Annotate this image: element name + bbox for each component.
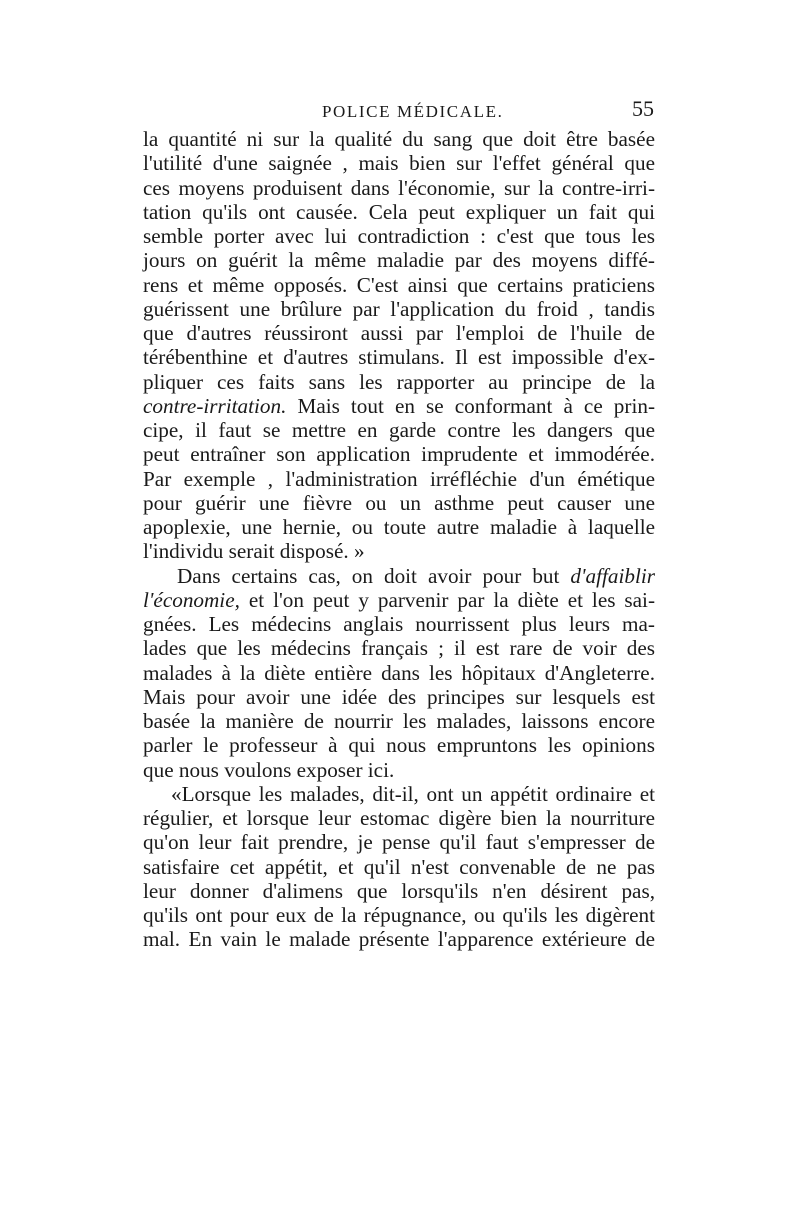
italic-phrase: d'affaiblir bbox=[570, 563, 655, 588]
text-line: que nous voulons exposer ici. bbox=[143, 757, 395, 782]
text-line: satisfaire cet appétit, et qu'il n'est convenable de ne pas bbox=[143, 854, 655, 879]
text-line: rens et même opposés. C'est ainsi que certains praticiens bbox=[143, 272, 655, 297]
text-line: leur donner d'alimens que lorsqu'ils n'en désirent pas, bbox=[143, 878, 655, 903]
text-line: l'individu serait disposé. » bbox=[143, 539, 365, 564]
line-text: Dans certains cas, on doit avoir pour but bbox=[177, 563, 571, 588]
italic-phrase: contre-irritation. bbox=[143, 393, 287, 418]
text-line: pour guérir une fièvre ou un asthme peut causer une bbox=[143, 490, 655, 515]
body-text bbox=[143, 127, 655, 952]
text-line: Mais pour avoir une idée des principes sur lesquels est bbox=[143, 684, 655, 709]
text-line bbox=[143, 394, 655, 418]
running-title: POLICE MÉDICALE. bbox=[322, 102, 504, 121]
text-line: térébenthine et d'autres stimulans. Il est impossible d'ex- bbox=[143, 345, 655, 370]
text-line: mal. En vain le malade présente l'apparence extérieure de bbox=[143, 927, 655, 952]
text-line: parler le professeur à qui nous empruntons les opinions bbox=[143, 733, 655, 758]
text-line: apoplexie, une hernie, ou toute autre maladie à laquelle bbox=[143, 515, 655, 539]
page-number: 55 bbox=[632, 96, 654, 121]
text-line: Par exemple , l'administration irréfléchie d'un émétique bbox=[143, 466, 655, 491]
text-line: tation qu'ils ont causée. Cela peut expliquer un fait qui bbox=[143, 199, 655, 224]
text-line: malades à la diète entière dans les hôpitaux d'Angleterre. bbox=[143, 660, 655, 685]
text-line: «Lorsque les malades, dit-il, ont un appétit ordinaire et bbox=[171, 781, 655, 806]
text-line: la quantité ni sur la qualité du sang que doit être basée bbox=[143, 127, 655, 151]
text-line: lades que les médecins français ; il est rare de voir des bbox=[143, 636, 655, 661]
text-line: l'utilité d'une saignée , mais bien sur l'effet général que bbox=[143, 151, 655, 176]
text-line: qu'ils ont pour eux de la répugnance, ou qu'ils les digèrent bbox=[143, 903, 655, 927]
line-text: et l'on peut y parvenir par la diète et les sai- bbox=[239, 587, 655, 612]
text-line: ces moyens produisent dans l'économie, sur la contre-irri- bbox=[143, 175, 655, 200]
page-header bbox=[144, 96, 654, 126]
text-line: que d'autres réussiront aussi par l'emploi de l'huile de bbox=[143, 321, 655, 345]
text-line: guérissent une brûlure par l'application du froid , tandis bbox=[143, 296, 655, 321]
text-line bbox=[143, 588, 655, 612]
text-line: jours on guérit la même maladie par des moyens diffé- bbox=[143, 248, 655, 273]
line-text: Mais tout en se conformant à ce prin- bbox=[286, 393, 655, 418]
text-line bbox=[143, 564, 655, 588]
text-line: cipe, il faut se mettre en garde contre les dangers que bbox=[143, 418, 655, 442]
text-line: régulier, et lorsque leur estomac digère bien la nourriture bbox=[143, 806, 655, 830]
text-line: basée la manière de nourrir les malades, laissons encore bbox=[143, 709, 655, 733]
text-line: peut entraîner son application imprudente et immodérée. bbox=[143, 442, 655, 467]
text-line: qu'on leur fait prendre, je pense qu'il faut s'empresser de bbox=[143, 830, 655, 855]
text-line: pliquer ces faits sans les rapporter au principe de la bbox=[143, 369, 655, 394]
text-line: semble porter avec lui contradiction : c'est que tous les bbox=[143, 224, 655, 248]
text-line: gnées. Les médecins anglais nourrissent plus leurs ma- bbox=[143, 612, 655, 636]
italic-phrase: l'économie, bbox=[143, 587, 240, 612]
